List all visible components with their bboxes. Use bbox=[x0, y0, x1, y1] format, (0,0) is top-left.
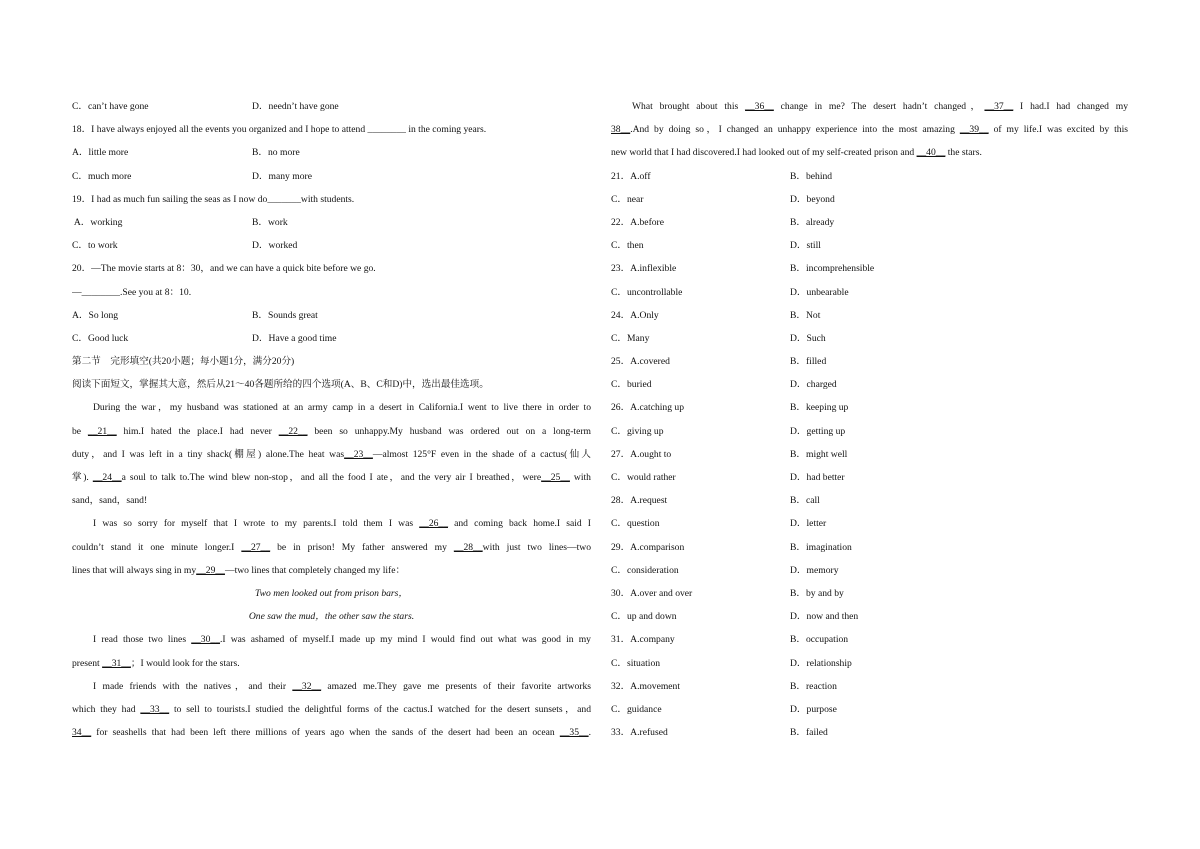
option-row bbox=[611, 605, 1128, 628]
blank-31: __31__ bbox=[102, 657, 131, 669]
option-left: C．uncontrollable bbox=[611, 286, 683, 298]
blank-37: __37__ bbox=[984, 101, 1014, 112]
option-left: C．giving up bbox=[611, 425, 664, 437]
option-row bbox=[611, 165, 1128, 188]
poem-line: Two men looked out from prison bars， bbox=[255, 587, 408, 599]
options-q18-ab bbox=[72, 141, 591, 164]
option-left: 26．A.catching up bbox=[611, 402, 685, 414]
option-left: 21．A.off bbox=[611, 170, 651, 182]
option-c: C．can’t have gone bbox=[72, 101, 149, 112]
option-right: B．might well bbox=[790, 448, 848, 460]
option-left: 33．A.refused bbox=[611, 727, 668, 739]
option-right: B．call bbox=[790, 495, 820, 507]
passage-line: I read those two lines __30__.I was ashamed of myself.I made up my mind I would find out what was good in my bbox=[93, 634, 591, 646]
option-left: 23．A.inflexible bbox=[611, 263, 677, 275]
passage-line: lines that will always sing in my__29__—two lines that completely changed my life： bbox=[72, 564, 406, 576]
blank-32: __32__ bbox=[292, 680, 322, 692]
passage-line: couldn’t stand it one minute longer.I __27__ be in prison! My father answered my __28__with just two lines—two bbox=[72, 541, 591, 553]
option-a: A．little more bbox=[72, 147, 129, 159]
options-q19-ab bbox=[72, 211, 591, 234]
question-20: 20．—The movie starts at 8：30，and we can have a quick bite before we go. bbox=[72, 263, 376, 275]
passage-line: What brought about this __36__ change in me? The desert hadn’t changed，__37__ I had.I had changed my bbox=[632, 101, 1128, 112]
option-right: B．incomprehensible bbox=[790, 263, 875, 275]
passage-line: be __21__ him.I hated the place.I had never __22__ been so unhappy.My husband was ordered out on a long-term bbox=[72, 425, 591, 437]
option-d: D．many more bbox=[252, 170, 312, 182]
option-left: C．buried bbox=[611, 379, 652, 391]
passage-line: 34__ for seashells that had been left there millions of years ago when the sands of the desert had been an ocean __35__. bbox=[72, 727, 591, 739]
blank-22: __22__ bbox=[278, 425, 308, 437]
blank-23: __23__ bbox=[344, 448, 373, 460]
option-b: B．work bbox=[252, 216, 288, 228]
option-right: B．occupation bbox=[790, 634, 849, 646]
question-19: 19．I had as much fun sailing the seas as I now do_______with students. bbox=[72, 193, 355, 205]
passage-line: 38__.And by doing so，I changed an unhappy experience into the most amazing __39__ of my life.I was excited by this bbox=[611, 124, 1128, 136]
option-right: B．Not bbox=[790, 309, 821, 321]
option-row bbox=[611, 327, 1128, 350]
blank-39: __39__ bbox=[959, 124, 989, 136]
option-right: B．behind bbox=[790, 170, 833, 182]
blank-21: __21__ bbox=[87, 425, 117, 437]
option-left: 28．A.request bbox=[611, 495, 668, 507]
answer-blank: _______ bbox=[267, 193, 301, 205]
option-right: D．memory bbox=[790, 564, 839, 576]
option-row bbox=[611, 234, 1128, 257]
options-q19-cd bbox=[72, 234, 591, 257]
option-row bbox=[611, 582, 1128, 605]
blank-28: __28__ bbox=[453, 541, 483, 553]
option-c: C．much more bbox=[72, 170, 132, 182]
option-row bbox=[611, 675, 1128, 698]
blank-29: __29__ bbox=[196, 564, 225, 576]
option-right: D．now and then bbox=[790, 611, 859, 623]
option-d: D．needn’t have gone bbox=[252, 101, 339, 112]
section-instructions: 阅读下面短文，掌握其大意，然后从21～40各题所给的四个选项(A、B、C和D)中，选出最佳选项。 bbox=[72, 379, 489, 391]
option-row bbox=[611, 512, 1128, 535]
option-row bbox=[611, 559, 1128, 582]
passage-line: I was so sorry for myself that I wrote to my parents.I told them I was __26__ and coming back home.I said I bbox=[93, 518, 591, 530]
option-d: D．Have a good time bbox=[252, 332, 337, 344]
option-left: C．situation bbox=[611, 657, 661, 669]
option-row bbox=[611, 396, 1128, 419]
option-row bbox=[611, 536, 1128, 559]
option-left: C．near bbox=[611, 193, 644, 205]
option-right: D．charged bbox=[790, 379, 837, 391]
option-left: C．then bbox=[611, 240, 644, 252]
option-left: 32．A.movement bbox=[611, 680, 681, 692]
blank-33: __33__ bbox=[140, 703, 170, 715]
option-a: A．working bbox=[72, 216, 123, 228]
option-row bbox=[611, 698, 1128, 721]
option-right: B．imagination bbox=[790, 541, 852, 553]
option-row bbox=[611, 466, 1128, 489]
poem-line: One saw the mud，the other saw the stars. bbox=[248, 611, 415, 623]
option-right: B．filled bbox=[790, 356, 827, 368]
options-q20-cd bbox=[72, 327, 591, 350]
option-left: C．consideration bbox=[611, 564, 679, 576]
option-row bbox=[611, 373, 1128, 396]
option-right: D．purpose bbox=[790, 703, 837, 715]
option-right: B．failed bbox=[790, 727, 828, 739]
option-left: C．up and down bbox=[611, 611, 677, 623]
answer-blank: ________ bbox=[367, 124, 406, 136]
option-left: 27．A.ought to bbox=[611, 448, 672, 460]
option-row bbox=[611, 721, 1128, 744]
option-row bbox=[611, 188, 1128, 211]
option-a: A．So long bbox=[72, 309, 119, 321]
option-row bbox=[611, 420, 1128, 443]
passage-line: I made friends with the natives，and their __32__ amazed me.They gave me presents of their favorite artworks bbox=[93, 680, 591, 692]
option-c: C．to work bbox=[72, 240, 118, 252]
options-q18-cd bbox=[72, 165, 591, 188]
blank-34: 34__ bbox=[72, 727, 92, 739]
right-column bbox=[611, 95, 1128, 744]
option-right: D．Such bbox=[790, 332, 826, 344]
option-row bbox=[611, 628, 1128, 651]
option-left: 22．A.before bbox=[611, 216, 665, 228]
option-right: B．keeping up bbox=[790, 402, 849, 414]
blank-38: 38__ bbox=[611, 124, 631, 136]
passage-line: present __31__；I would look for the stars. bbox=[72, 657, 240, 669]
option-row bbox=[611, 443, 1128, 466]
option-right: D．had better bbox=[790, 472, 845, 483]
passage-line: new world that I had discovered.I had looked out of my self-created prison and __40__ the stars. bbox=[611, 147, 982, 159]
option-right: B．already bbox=[790, 216, 835, 228]
option-right: D．letter bbox=[790, 518, 827, 530]
option-right: D．getting up bbox=[790, 425, 846, 437]
option-row bbox=[611, 281, 1128, 304]
option-row bbox=[611, 257, 1128, 280]
option-left: 25．A.covered bbox=[611, 356, 670, 368]
blank-27: __27__ bbox=[241, 541, 271, 553]
answer-options-list bbox=[611, 165, 1128, 745]
options-q17-cd bbox=[72, 95, 591, 118]
section-heading: 第二节 完形填空(共20小题；每小题1分，满分20分) bbox=[72, 356, 295, 368]
option-left: C．guidance bbox=[611, 703, 662, 715]
blank-26: __26__ bbox=[419, 518, 448, 530]
blank-30: __30__ bbox=[191, 634, 220, 646]
option-c: C．Good luck bbox=[72, 332, 129, 344]
blank-40: __40__ bbox=[916, 147, 946, 159]
option-left: C．would rather bbox=[611, 472, 676, 483]
passage-line: During the war，my husband was stationed at an army camp in a desert in California.I went to live there in order to bbox=[93, 402, 591, 414]
question-20-response: —________.See you at 8：10. bbox=[72, 286, 192, 298]
blank-25: __25__ bbox=[541, 472, 570, 483]
answer-blank: ________ bbox=[81, 286, 120, 298]
option-right: D．beyond bbox=[790, 193, 835, 205]
options-q20-ab bbox=[72, 304, 591, 327]
option-right: D．relationship bbox=[790, 657, 852, 669]
passage-line: which they had __33__ to sell to tourists.I studied the delightful forms of the cactus.I watched for the desert sunsets，and bbox=[72, 703, 591, 715]
option-left: 29．A.comparison bbox=[611, 541, 685, 553]
question-18: 18．I have always enjoyed all the events you organized and I hope to attend ________ in the coming years. bbox=[72, 124, 487, 136]
option-left: 30．A.over and over bbox=[611, 587, 693, 599]
option-right: B．reaction bbox=[790, 680, 837, 692]
option-left: C．Many bbox=[611, 332, 650, 344]
option-row bbox=[611, 489, 1128, 512]
option-left: 24．A.Only bbox=[611, 309, 659, 321]
passage-line: 掌). __24__a soul to talk to.The wind blew non-stop，and all the food I ate，and the very air I breathed，were__25__ with bbox=[72, 472, 591, 483]
option-left: 31．A.company bbox=[611, 634, 675, 646]
blank-35: __35__ bbox=[559, 727, 589, 739]
option-row bbox=[611, 652, 1128, 675]
option-right: D．unbearable bbox=[790, 286, 849, 298]
option-row bbox=[611, 211, 1128, 234]
passage-line: duty，and I was left in a tiny shack(棚屋) alone.The heat was__23__—almost 125°F even in the shade of a cactus(仙人 bbox=[72, 448, 591, 460]
left-column bbox=[72, 95, 591, 744]
option-b: B．Sounds great bbox=[252, 309, 318, 321]
option-b: B．no more bbox=[252, 147, 300, 159]
passage-line: sand，sand，sand! bbox=[72, 495, 148, 507]
blank-24: __24__ bbox=[92, 472, 122, 483]
option-right: D．still bbox=[790, 240, 821, 252]
blank-36: __36__ bbox=[745, 101, 774, 112]
option-left: C．question bbox=[611, 518, 660, 530]
option-right: B．by and by bbox=[790, 587, 844, 599]
option-row bbox=[611, 350, 1128, 373]
option-d: D．worked bbox=[252, 240, 298, 252]
option-row bbox=[611, 304, 1128, 327]
